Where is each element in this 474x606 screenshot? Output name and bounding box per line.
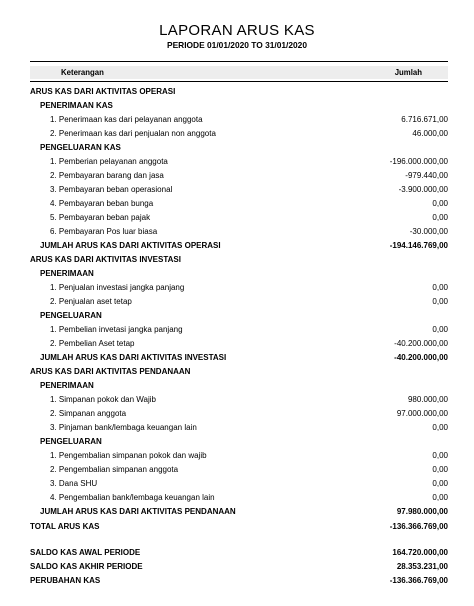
table-row [0,506,474,518]
row-amount: 6.716.671,00 [401,115,448,124]
row-amount: 0,00 [432,479,448,488]
row-label: 6. Pembayaran Pos luar biasa [50,227,158,236]
section-heading [0,380,474,392]
top-divider [30,61,448,62]
row-label: PENGELUARAN [40,437,102,446]
row-label: PERUBAHAN KAS [30,576,101,585]
row-label: PENGELUARAN KAS [40,143,121,152]
row-label: 1. Pembelian invetasi jangka panjang [50,325,183,334]
row-amount: 0,00 [432,199,448,208]
table-row [0,212,474,224]
row-amount: 164.720.000,00 [392,548,448,557]
table-row [0,492,474,504]
row-amount: 0,00 [432,297,448,306]
table-row [0,226,474,238]
row-label: 2. Penerimaan kas dari penjualan non anggota [50,129,216,138]
row-amount: 0,00 [432,283,448,292]
table-row [0,114,474,126]
row-label: PENERIMAAN [40,269,94,278]
section-heading [0,310,474,322]
row-label: PENERIMAAN KAS [40,101,113,110]
row-label: 1. Simpanan pokok dan Wajib [50,395,156,404]
row-amount: 0,00 [432,451,448,460]
row-amount: 0,00 [432,325,448,334]
row-label: 2. Pengembalian simpanan anggota [50,465,179,474]
row-label: JUMLAH ARUS KAS DARI AKTIVITAS INVESTASI [40,353,227,362]
row-label: 1. Penerimaan kas dari pelayanan anggota [50,115,203,124]
row-amount: -194.146.769,00 [389,241,448,250]
table-row [0,282,474,294]
row-label: PENERIMAAN [40,381,94,390]
table-row [0,338,474,350]
table-row [0,240,474,252]
table-row [0,394,474,406]
section-heading [0,86,474,98]
row-amount: -196.000.000,00 [389,157,448,166]
row-label: 3. Pembayaran beban operasional [50,185,173,194]
row-amount: -136.366.769,00 [389,576,448,585]
row-amount: 0,00 [432,493,448,502]
row-amount: -40.200.000,00 [394,339,448,348]
row-amount: -979.440,00 [405,171,448,180]
table-row [0,156,474,168]
table-row [0,352,474,364]
section-heading [0,100,474,112]
column-header-description: Keterangan [61,68,104,77]
section-heading [0,366,474,378]
table-row [0,422,474,434]
section-heading [0,436,474,448]
section-heading [0,142,474,154]
table-row [0,521,474,533]
table-row [0,296,474,308]
table-row [0,464,474,476]
section-heading [0,268,474,280]
row-label: PENGELUARAN [40,311,102,320]
row-label: 5. Pembayaran beban pajak [50,213,151,222]
report-period: PERIODE 01/01/2020 TO 31/01/2020 [167,40,307,50]
table-row [0,547,474,559]
column-header-amount: Jumlah [394,68,422,77]
row-label: 1. Pengembalian simpanan pokok dan wajib [50,451,207,460]
row-label: 1. Penjualan investasi jangka panjang [50,283,185,292]
table-header [30,66,448,79]
row-label: 2. Penjualan aset tetap [50,297,132,306]
row-amount: 0,00 [432,423,448,432]
row-amount: 46.000,00 [412,129,448,138]
row-label: 4. Pengembalian bank/lembaga keuangan lain [50,493,215,502]
table-row [0,128,474,140]
table-row [0,561,474,573]
row-label: JUMLAH ARUS KAS DARI AKTIVITAS OPERASI [40,241,221,250]
section-heading [0,254,474,266]
table-row [0,198,474,210]
row-label: 1. Pemberian pelayanan anggota [50,157,168,166]
row-label: ARUS KAS DARI AKTIVITAS OPERASI [30,87,176,96]
table-row [0,324,474,336]
row-amount: -136.366.769,00 [389,522,448,531]
table-row [0,408,474,420]
row-label: 3. Dana SHU [50,479,98,488]
row-amount: 0,00 [432,465,448,474]
row-amount: 28.353.231,00 [396,562,448,571]
row-amount: 0,00 [432,213,448,222]
report-title: LAPORAN ARUS KAS [159,22,315,39]
row-label: SALDO KAS AWAL PERIODE [30,548,141,557]
row-label: TOTAL ARUS KAS [30,522,100,531]
row-label: JUMLAH ARUS KAS DARI AKTIVITAS PENDANAAN [40,507,236,516]
table-row [0,184,474,196]
row-amount: 980.000,00 [407,395,448,404]
row-label: 4. Pembayaran beban bunga [50,199,154,208]
table-row [0,575,474,587]
row-label: SALDO KAS AKHIR PERIODE [30,562,143,571]
row-label: ARUS KAS DARI AKTIVITAS INVESTASI [30,255,181,264]
row-label: 2. Pembayaran barang dan jasa [50,171,164,180]
table-row [0,478,474,490]
row-amount: -3.900.000,00 [398,185,448,194]
row-amount: 97.980.000,00 [396,507,448,516]
table-row [0,450,474,462]
row-label: 3. Pinjaman bank/lembaga keuangan lain [50,423,197,432]
header-divider [30,81,448,82]
table-row [0,170,474,182]
row-amount: -30.000,00 [409,227,448,236]
row-label: 2. Simpanan anggota [50,409,127,418]
row-amount: -40.200.000,00 [394,353,448,362]
row-label: 2. Pembelian Aset tetap [50,339,135,348]
row-amount: 97.000.000,00 [396,409,448,418]
row-label: ARUS KAS DARI AKTIVITAS PENDANAAN [30,367,191,376]
